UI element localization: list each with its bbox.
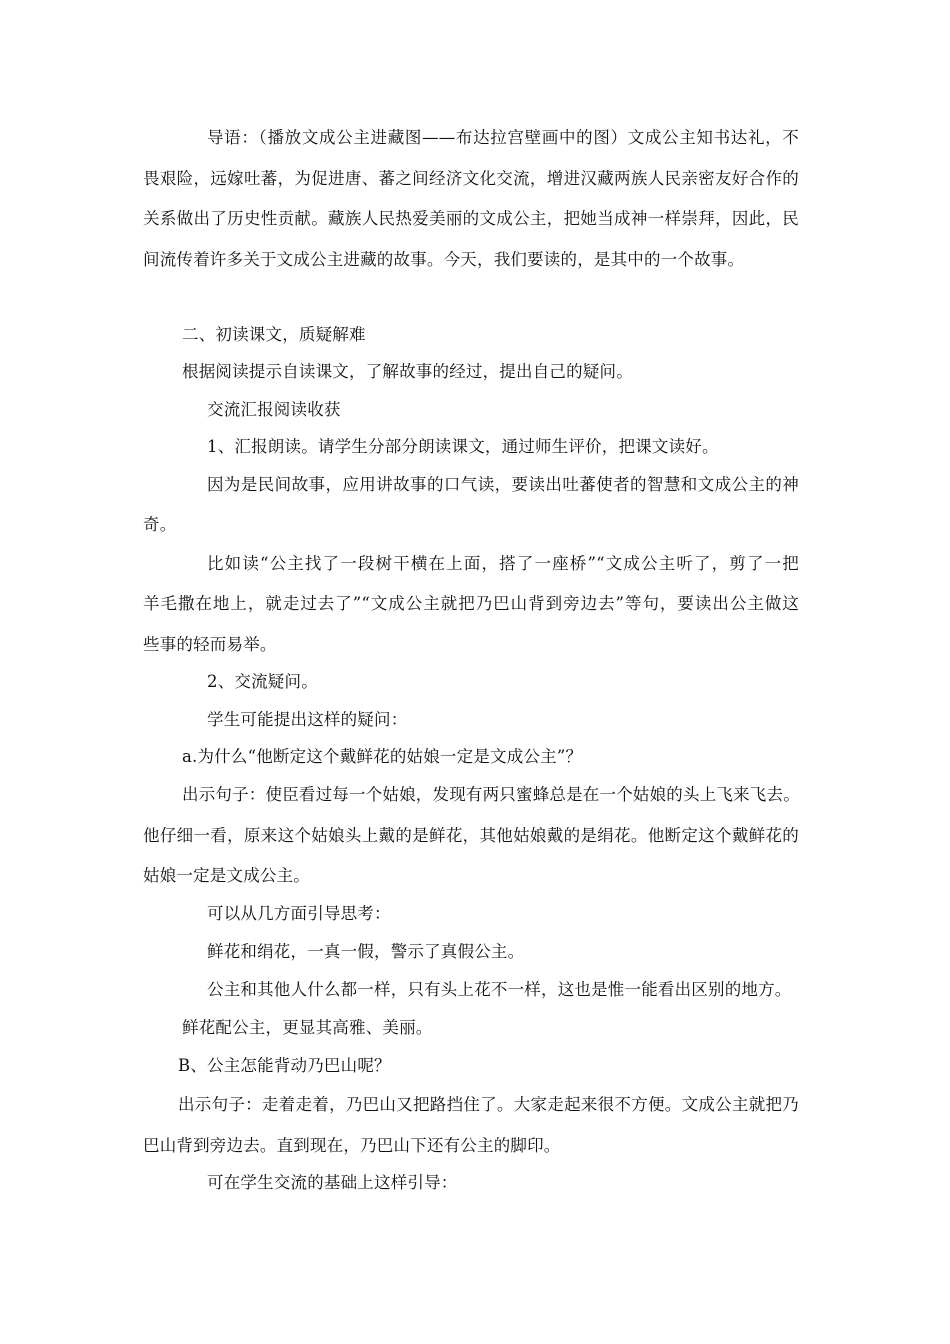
question-b: B、公主怎能背动乃巴山呢？ [178,1056,391,1075]
reading-instruction: 根据阅读提示自读课文，了解故事的经过，提出自己的疑问。 [182,362,633,381]
example-line-3: 些事的轻而易举。 [143,635,277,654]
intro-paragraph-line-2: 畏艰险，远嫁吐蕃，为促进唐、蕃之间经济文化交流，增进汉藏两族人民亲密友好合作的 [143,169,799,188]
guidance-point-3: 鲜花配公主，更显其高雅、美丽。 [182,1018,433,1037]
guidance-point-1: 鲜花和绢花，一真一假，警示了真假公主。 [207,942,525,961]
example-line-1: 比如读“公主找了一段树干横在上面，搭了一座桥”“文成公主听了，剪了一把 [207,554,799,573]
intro-paragraph-line-1: 导语：（播放文成公主进藏图——布达拉宫壁画中的图）文成公主知书达礼，不 [207,128,799,147]
guidance-closing: 可在学生交流的基础上这样引导： [207,1173,458,1192]
subheading-exchange: 交流汇报阅读收获 [207,400,341,419]
sentence-b-line-2: 巴山背到旁边去。直到现在，乃巴山下还有公主的脚印。 [143,1136,561,1155]
section-heading: 二、初读课文，质疑解难 [182,325,366,344]
intro-paragraph-line-3: 关系做出了历史性贡献。藏族人民热爱美丽的文成公主，把她当成神一样崇拜，因此，民 [143,209,799,228]
sentence-a-line-3: 姑娘一定是文成公主。 [143,866,310,885]
intro-paragraph-line-4: 间流传着许多关于文成公主进藏的故事。今天，我们要读的，是其中的一个故事。 [143,250,745,269]
item-1-reading: 1、汇报朗读。请学生分部分朗读课文，通过师生评价，把课文读好。 [207,437,719,456]
sentence-a-line-2: 他仔细一看，原来这个姑娘头上戴的是鲜花，其他姑娘戴的是绢花。他断定这个戴鲜花的 [143,826,799,845]
item-2-questions: 2、交流疑问。 [207,672,318,691]
folk-story-line-1: 因为是民间故事，应用讲故事的口气读，要读出吐蕃使者的智慧和文成公主的神 [207,475,799,494]
example-line-2: 羊毛撒在地上，就走过去了”“文成公主就把乃巴山背到旁边去”等句，要读出公主做这 [143,594,799,613]
possible-questions-intro: 学生可能提出这样的疑问： [207,710,408,729]
folk-story-line-2: 奇。 [143,515,177,534]
sentence-a-line-1: 出示句子：使臣看过每一个姑娘，发现有两只蜜蜂总是在一个姑娘的头上飞来飞去。 [182,785,800,804]
guidance-intro: 可以从几方面引导思考： [207,904,391,923]
question-a: a.为什么“他断定这个戴鲜花的姑娘一定是文成公主”？ [182,747,583,766]
guidance-point-2: 公主和其他人什么都一样，只有头上花不一样，这也是惟一能看出区别的地方。 [207,980,792,999]
sentence-b-line-1: 出示句子：走着走着，乃巴山又把路挡住了。大家走起来很不方便。文成公主就把乃 [178,1095,799,1114]
